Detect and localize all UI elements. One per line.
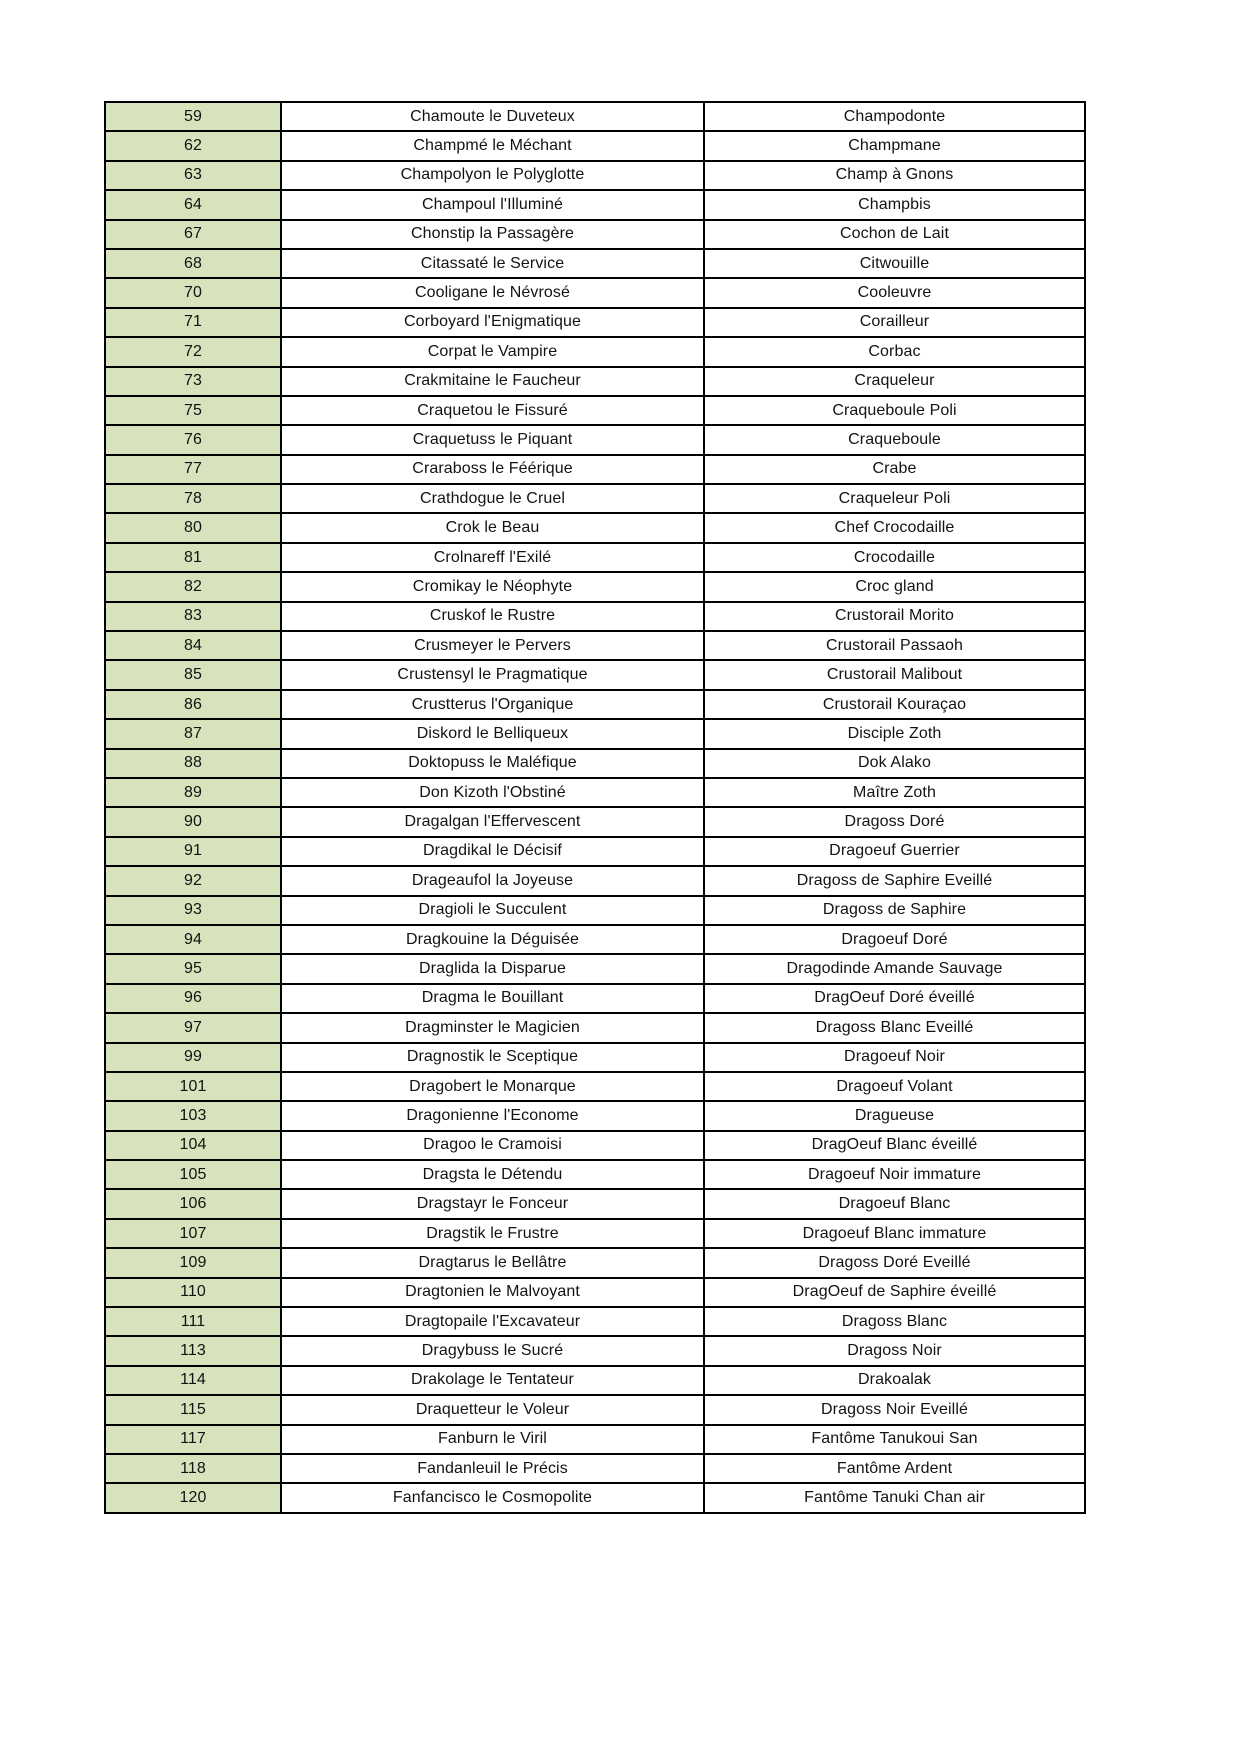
monster-name-cell: Dragoeuf Blanc immature bbox=[704, 1219, 1085, 1248]
boss-name-cell: Dragtarus le Bellâtre bbox=[281, 1248, 704, 1277]
boss-name-cell: Dragsta le Détendu bbox=[281, 1160, 704, 1189]
monster-name-cell: Craqueboule Poli bbox=[704, 396, 1085, 425]
boss-name-cell: Dragdikal le Décisif bbox=[281, 837, 704, 866]
level-cell: 92 bbox=[105, 866, 281, 895]
level-cell: 89 bbox=[105, 778, 281, 807]
table-row bbox=[105, 1072, 1085, 1101]
monster-name-cell: Drakoalak bbox=[704, 1366, 1085, 1395]
table-row bbox=[105, 455, 1085, 484]
table-row bbox=[105, 984, 1085, 1013]
table-row bbox=[105, 102, 1085, 131]
level-cell: 114 bbox=[105, 1366, 281, 1395]
boss-name-cell: Diskord le Belliqueux bbox=[281, 719, 704, 748]
table-row bbox=[105, 1454, 1085, 1483]
level-cell: 94 bbox=[105, 925, 281, 954]
monster-name-cell: Croc gland bbox=[704, 572, 1085, 601]
boss-name-cell: Cooligane le Névrosé bbox=[281, 278, 704, 307]
table-row bbox=[105, 690, 1085, 719]
boss-name-cell: Dragioli le Succulent bbox=[281, 896, 704, 925]
boss-name-cell: Doktopuss le Maléfique bbox=[281, 749, 704, 778]
table-row bbox=[105, 1395, 1085, 1424]
boss-name-cell: Crustensyl le Pragmatique bbox=[281, 660, 704, 689]
table-row bbox=[105, 925, 1085, 954]
monster-name-cell: Dragoeuf Noir bbox=[704, 1043, 1085, 1072]
boss-name-cell: Chonstip la Passagère bbox=[281, 220, 704, 249]
boss-name-cell: Drakolage le Tentateur bbox=[281, 1366, 704, 1395]
level-cell: 59 bbox=[105, 102, 281, 131]
monster-name-cell: Craqueleur bbox=[704, 367, 1085, 396]
table-row bbox=[105, 1425, 1085, 1454]
table-row bbox=[105, 778, 1085, 807]
table-row bbox=[105, 131, 1085, 160]
monster-list-table-body bbox=[105, 102, 1085, 1513]
boss-name-cell: Dragybuss le Sucré bbox=[281, 1336, 704, 1365]
boss-name-cell: Fanfancisco le Cosmopolite bbox=[281, 1483, 704, 1512]
boss-name-cell: Dragobert le Monarque bbox=[281, 1072, 704, 1101]
boss-name-cell: Dragtonien le Malvoyant bbox=[281, 1278, 704, 1307]
monster-name-cell: Chef Crocodaille bbox=[704, 513, 1085, 542]
level-cell: 77 bbox=[105, 455, 281, 484]
monster-name-cell: DragOeuf de Saphire éveillé bbox=[704, 1278, 1085, 1307]
boss-name-cell: Draglida la Disparue bbox=[281, 954, 704, 983]
monster-name-cell: Champodonte bbox=[704, 102, 1085, 131]
monster-name-cell: Maître Zoth bbox=[704, 778, 1085, 807]
monster-name-cell: Champ à Gnons bbox=[704, 161, 1085, 190]
level-cell: 117 bbox=[105, 1425, 281, 1454]
table-row bbox=[105, 1131, 1085, 1160]
level-cell: 67 bbox=[105, 220, 281, 249]
boss-name-cell: Crathdogue le Cruel bbox=[281, 484, 704, 513]
monster-name-cell: Dok Alako bbox=[704, 749, 1085, 778]
level-cell: 70 bbox=[105, 278, 281, 307]
monster-name-cell: Dragoss Noir Eveillé bbox=[704, 1395, 1085, 1424]
level-cell: 75 bbox=[105, 396, 281, 425]
boss-name-cell: Dragnostik le Sceptique bbox=[281, 1043, 704, 1072]
level-cell: 73 bbox=[105, 367, 281, 396]
level-cell: 68 bbox=[105, 249, 281, 278]
level-cell: 106 bbox=[105, 1189, 281, 1218]
boss-name-cell: Crolnareff l'Exilé bbox=[281, 543, 704, 572]
level-cell: 96 bbox=[105, 984, 281, 1013]
monster-list-table bbox=[104, 101, 1086, 1514]
monster-name-cell: Dragoss de Saphire bbox=[704, 896, 1085, 925]
boss-name-cell: Craraboss le Féérique bbox=[281, 455, 704, 484]
level-cell: 104 bbox=[105, 1131, 281, 1160]
level-cell: 71 bbox=[105, 308, 281, 337]
level-cell: 107 bbox=[105, 1219, 281, 1248]
table-row bbox=[105, 954, 1085, 983]
table-row bbox=[105, 190, 1085, 219]
level-cell: 62 bbox=[105, 131, 281, 160]
table-row bbox=[105, 1366, 1085, 1395]
boss-name-cell: Dragstayr le Fonceur bbox=[281, 1189, 704, 1218]
monster-name-cell: Dragoeuf Doré bbox=[704, 925, 1085, 954]
boss-name-cell: Craquetuss le Piquant bbox=[281, 425, 704, 454]
table-row bbox=[105, 896, 1085, 925]
table-row bbox=[105, 1483, 1085, 1512]
level-cell: 86 bbox=[105, 690, 281, 719]
table-row bbox=[105, 513, 1085, 542]
boss-name-cell: Fandanleuil le Précis bbox=[281, 1454, 704, 1483]
monster-name-cell: Dragoss Doré bbox=[704, 807, 1085, 836]
boss-name-cell: Dragtopaile l'Excavateur bbox=[281, 1307, 704, 1336]
monster-name-cell: Fantôme Ardent bbox=[704, 1454, 1085, 1483]
boss-name-cell: Champmé le Méchant bbox=[281, 131, 704, 160]
table-row bbox=[105, 367, 1085, 396]
table-row bbox=[105, 749, 1085, 778]
level-cell: 83 bbox=[105, 602, 281, 631]
monster-name-cell: Dragodinde Amande Sauvage bbox=[704, 954, 1085, 983]
table-row bbox=[105, 337, 1085, 366]
monster-name-cell: Corbac bbox=[704, 337, 1085, 366]
level-cell: 109 bbox=[105, 1248, 281, 1277]
table-row bbox=[105, 278, 1085, 307]
table-row bbox=[105, 1101, 1085, 1130]
boss-name-cell: Don Kizoth l'Obstiné bbox=[281, 778, 704, 807]
monster-name-cell: Champbis bbox=[704, 190, 1085, 219]
boss-name-cell: Corpat le Vampire bbox=[281, 337, 704, 366]
monster-name-cell: Dragoeuf Noir immature bbox=[704, 1160, 1085, 1189]
table-row bbox=[105, 1248, 1085, 1277]
table-row bbox=[105, 572, 1085, 601]
monster-name-cell: Crustorail Malibout bbox=[704, 660, 1085, 689]
level-cell: 80 bbox=[105, 513, 281, 542]
boss-name-cell: Crakmitaine le Faucheur bbox=[281, 367, 704, 396]
table-row bbox=[105, 719, 1085, 748]
boss-name-cell: Draquetteur le Voleur bbox=[281, 1395, 704, 1424]
table-row bbox=[105, 249, 1085, 278]
table-row bbox=[105, 1219, 1085, 1248]
boss-name-cell: Craquetou le Fissuré bbox=[281, 396, 704, 425]
boss-name-cell: Citassaté le Service bbox=[281, 249, 704, 278]
level-cell: 111 bbox=[105, 1307, 281, 1336]
table-row bbox=[105, 543, 1085, 572]
monster-name-cell: Crabe bbox=[704, 455, 1085, 484]
monster-name-cell: Citwouille bbox=[704, 249, 1085, 278]
monster-name-cell: Crocodaille bbox=[704, 543, 1085, 572]
level-cell: 95 bbox=[105, 954, 281, 983]
boss-name-cell: Drageaufol la Joyeuse bbox=[281, 866, 704, 895]
level-cell: 118 bbox=[105, 1454, 281, 1483]
table-row bbox=[105, 1336, 1085, 1365]
level-cell: 85 bbox=[105, 660, 281, 689]
boss-name-cell: Dragonienne l'Econome bbox=[281, 1101, 704, 1130]
monster-name-cell: Dragoeuf Guerrier bbox=[704, 837, 1085, 866]
monster-name-cell: Dragoss Blanc bbox=[704, 1307, 1085, 1336]
level-cell: 103 bbox=[105, 1101, 281, 1130]
level-cell: 101 bbox=[105, 1072, 281, 1101]
monster-name-cell: Dragoeuf Volant bbox=[704, 1072, 1085, 1101]
boss-name-cell: Dragminster le Magicien bbox=[281, 1013, 704, 1042]
boss-name-cell: Dragstik le Frustre bbox=[281, 1219, 704, 1248]
monster-name-cell: Crustorail Passaoh bbox=[704, 631, 1085, 660]
level-cell: 110 bbox=[105, 1278, 281, 1307]
monster-name-cell: Dragueuse bbox=[704, 1101, 1085, 1130]
boss-name-cell: Champoul l'Illuminé bbox=[281, 190, 704, 219]
monster-name-cell: Craqueboule bbox=[704, 425, 1085, 454]
level-cell: 91 bbox=[105, 837, 281, 866]
monster-name-cell: DragOeuf Doré éveillé bbox=[704, 984, 1085, 1013]
boss-name-cell: Dragkouine la Déguisée bbox=[281, 925, 704, 954]
level-cell: 76 bbox=[105, 425, 281, 454]
boss-name-cell: Cromikay le Néophyte bbox=[281, 572, 704, 601]
level-cell: 90 bbox=[105, 807, 281, 836]
boss-name-cell: Corboyard l'Enigmatique bbox=[281, 308, 704, 337]
monster-name-cell: Disciple Zoth bbox=[704, 719, 1085, 748]
monster-name-cell: Champmane bbox=[704, 131, 1085, 160]
level-cell: 115 bbox=[105, 1395, 281, 1424]
monster-name-cell: Cochon de Lait bbox=[704, 220, 1085, 249]
level-cell: 82 bbox=[105, 572, 281, 601]
level-cell: 97 bbox=[105, 1013, 281, 1042]
boss-name-cell: Cruskof le Rustre bbox=[281, 602, 704, 631]
boss-name-cell: Champolyon le Polyglotte bbox=[281, 161, 704, 190]
monster-name-cell: Fantôme Tanukoui San bbox=[704, 1425, 1085, 1454]
level-cell: 72 bbox=[105, 337, 281, 366]
level-cell: 87 bbox=[105, 719, 281, 748]
monster-name-cell: Cooleuvre bbox=[704, 278, 1085, 307]
level-cell: 88 bbox=[105, 749, 281, 778]
table-row bbox=[105, 396, 1085, 425]
monster-name-cell: Dragoss Blanc Eveillé bbox=[704, 1013, 1085, 1042]
monster-name-cell: Crustorail Kouraçao bbox=[704, 690, 1085, 719]
level-cell: 63 bbox=[105, 161, 281, 190]
table-row bbox=[105, 484, 1085, 513]
table-row bbox=[105, 220, 1085, 249]
table-row bbox=[105, 837, 1085, 866]
monster-name-cell: Craqueleur Poli bbox=[704, 484, 1085, 513]
table-row bbox=[105, 866, 1085, 895]
monster-name-cell: DragOeuf Blanc éveillé bbox=[704, 1131, 1085, 1160]
level-cell: 99 bbox=[105, 1043, 281, 1072]
table-row bbox=[105, 308, 1085, 337]
boss-name-cell: Dragalgan l'Effervescent bbox=[281, 807, 704, 836]
table-row bbox=[105, 1189, 1085, 1218]
table-row bbox=[105, 425, 1085, 454]
monster-name-cell: Dragoss Noir bbox=[704, 1336, 1085, 1365]
boss-name-cell: Crusmeyer le Pervers bbox=[281, 631, 704, 660]
monster-name-cell: Crustorail Morito bbox=[704, 602, 1085, 631]
table-row bbox=[105, 161, 1085, 190]
level-cell: 105 bbox=[105, 1160, 281, 1189]
monster-name-cell: Corailleur bbox=[704, 308, 1085, 337]
level-cell: 78 bbox=[105, 484, 281, 513]
boss-name-cell: Dragma le Bouillant bbox=[281, 984, 704, 1013]
monster-name-cell: Fantôme Tanuki Chan air bbox=[704, 1483, 1085, 1512]
level-cell: 64 bbox=[105, 190, 281, 219]
table-row bbox=[105, 631, 1085, 660]
level-cell: 113 bbox=[105, 1336, 281, 1365]
boss-name-cell: Chamoute le Duveteux bbox=[281, 102, 704, 131]
table-row bbox=[105, 807, 1085, 836]
monster-name-cell: Dragoss de Saphire Eveillé bbox=[704, 866, 1085, 895]
level-cell: 120 bbox=[105, 1483, 281, 1512]
table-row bbox=[105, 1278, 1085, 1307]
boss-name-cell: Crustterus l'Organique bbox=[281, 690, 704, 719]
level-cell: 93 bbox=[105, 896, 281, 925]
level-cell: 84 bbox=[105, 631, 281, 660]
table-row bbox=[105, 1160, 1085, 1189]
table-row bbox=[105, 602, 1085, 631]
boss-name-cell: Dragoo le Cramoisi bbox=[281, 1131, 704, 1160]
boss-name-cell: Fanburn le Viril bbox=[281, 1425, 704, 1454]
table-row bbox=[105, 1043, 1085, 1072]
monster-name-cell: Dragoeuf Blanc bbox=[704, 1189, 1085, 1218]
level-cell: 81 bbox=[105, 543, 281, 572]
table-row bbox=[105, 1307, 1085, 1336]
boss-name-cell: Crok le Beau bbox=[281, 513, 704, 542]
monster-name-cell: Dragoss Doré Eveillé bbox=[704, 1248, 1085, 1277]
table-row bbox=[105, 1013, 1085, 1042]
table-row bbox=[105, 660, 1085, 689]
